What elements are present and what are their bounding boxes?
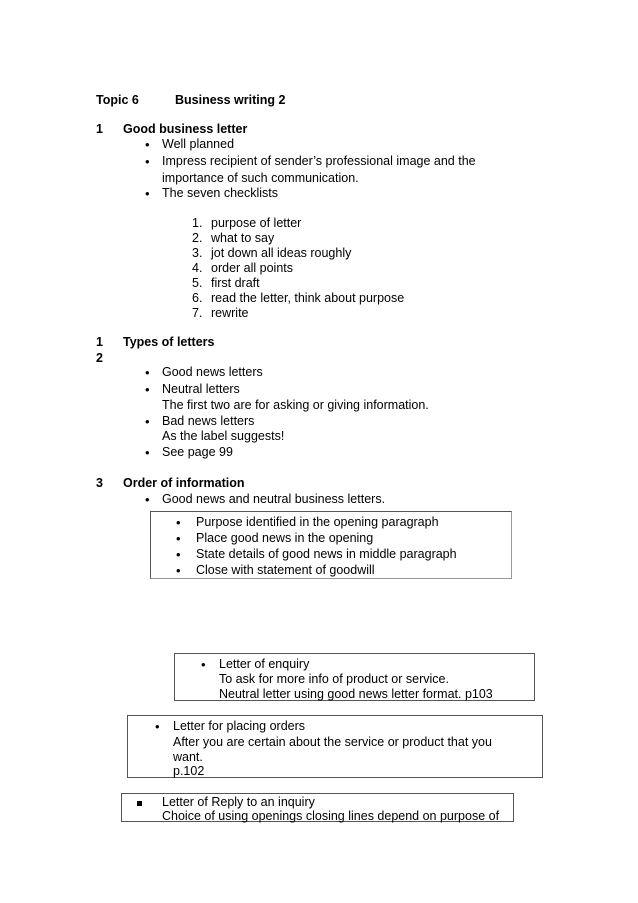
enquiry-box bbox=[174, 653, 535, 701]
orders-line-2: After you are certain about the service or product that you bbox=[173, 735, 492, 749]
enquiry-line-3: Neutral letter using good news letter format. p103 bbox=[219, 687, 493, 701]
bullet-icon: • bbox=[145, 137, 150, 152]
section1-number: 1 bbox=[96, 122, 103, 136]
section1-bullet-1: Well planned bbox=[162, 137, 235, 151]
checklist-num: 1. bbox=[192, 216, 203, 230]
section2-line-2: Neutral letters bbox=[162, 382, 240, 396]
checklist-item: what to say bbox=[211, 231, 275, 245]
orders-line-4: p.102 bbox=[173, 764, 205, 778]
order-box-item: State details of good news in middle paragraph bbox=[196, 547, 457, 561]
section2-line-5: As the label suggests! bbox=[162, 429, 285, 443]
section1-bullet-2: Impress recipient of sender’s professional image and the bbox=[162, 154, 476, 168]
checklist-num: 3. bbox=[192, 246, 203, 260]
section2-number-line1: 1 bbox=[96, 335, 103, 349]
checklist-item: jot down all ideas roughly bbox=[211, 246, 352, 260]
checklist-num: 5. bbox=[192, 276, 203, 290]
reply-line-2: Choice of using openings closing lines depend on purpose of bbox=[162, 809, 500, 823]
bullet-icon: • bbox=[155, 719, 160, 734]
orders-box bbox=[127, 715, 543, 778]
order-box bbox=[150, 511, 512, 579]
section1-bullet-3: The seven checklists bbox=[162, 186, 279, 200]
section2-line-1: Good news letters bbox=[162, 365, 263, 379]
bullet-icon: • bbox=[176, 547, 181, 562]
checklist-num: 6. bbox=[192, 291, 203, 305]
bullet-icon: • bbox=[145, 365, 150, 380]
bullet-icon: • bbox=[176, 563, 181, 578]
orders-title: Letter for placing orders bbox=[173, 719, 306, 733]
section3-intro: Good news and neutral business letters. bbox=[162, 492, 386, 506]
checklist-num: 2. bbox=[192, 231, 203, 245]
bullet-icon: • bbox=[176, 531, 181, 546]
bullet-icon: • bbox=[145, 492, 150, 507]
section2-line-4: Bad news letters bbox=[162, 414, 255, 428]
checklist-item: rewrite bbox=[211, 306, 249, 320]
bullet-icon: • bbox=[145, 382, 150, 397]
reply-title: Letter of Reply to an inquiry bbox=[162, 795, 315, 809]
checklist-item: order all points bbox=[211, 261, 293, 275]
order-box-item: Purpose identified in the opening paragraph bbox=[196, 515, 439, 529]
checklist-num: 4. bbox=[192, 261, 203, 275]
section1-bullet-2-cont: importance of such communication. bbox=[162, 171, 359, 185]
section2-line-3: The first two are for asking or giving information. bbox=[162, 398, 429, 412]
topic-label: Topic 6 bbox=[96, 93, 139, 107]
bullet-icon: • bbox=[176, 515, 181, 530]
checklist-item: purpose of letter bbox=[211, 216, 302, 230]
enquiry-line-2: To ask for more info of product or service. bbox=[219, 672, 449, 686]
checklist-num: 7. bbox=[192, 306, 203, 320]
bullet-icon: • bbox=[145, 414, 150, 429]
topic-title: Business writing 2 bbox=[175, 93, 286, 107]
bullet-icon: • bbox=[201, 657, 206, 672]
section1-title: Good business letter bbox=[123, 122, 248, 136]
checklist-item: read the letter, think about purpose bbox=[211, 291, 405, 305]
order-box-item: Place good news in the opening bbox=[196, 531, 374, 545]
bullet-icon: • bbox=[145, 154, 150, 169]
orders-line-3: want. bbox=[173, 750, 203, 764]
reply-box bbox=[121, 793, 514, 822]
section3-number: 3 bbox=[96, 476, 103, 490]
bullet-icon: • bbox=[145, 445, 150, 460]
checklist-item: first draft bbox=[211, 276, 260, 290]
square-bullet-icon bbox=[137, 801, 142, 806]
section3-title: Order of information bbox=[123, 476, 245, 490]
section2-title: Types of letters bbox=[123, 335, 215, 349]
section2-number-line2: 2 bbox=[96, 351, 103, 365]
bullet-icon: • bbox=[145, 186, 150, 201]
enquiry-title: Letter of enquiry bbox=[219, 657, 310, 671]
order-box-item: Close with statement of goodwill bbox=[196, 563, 375, 577]
section2-line-6: See page 99 bbox=[162, 445, 233, 459]
